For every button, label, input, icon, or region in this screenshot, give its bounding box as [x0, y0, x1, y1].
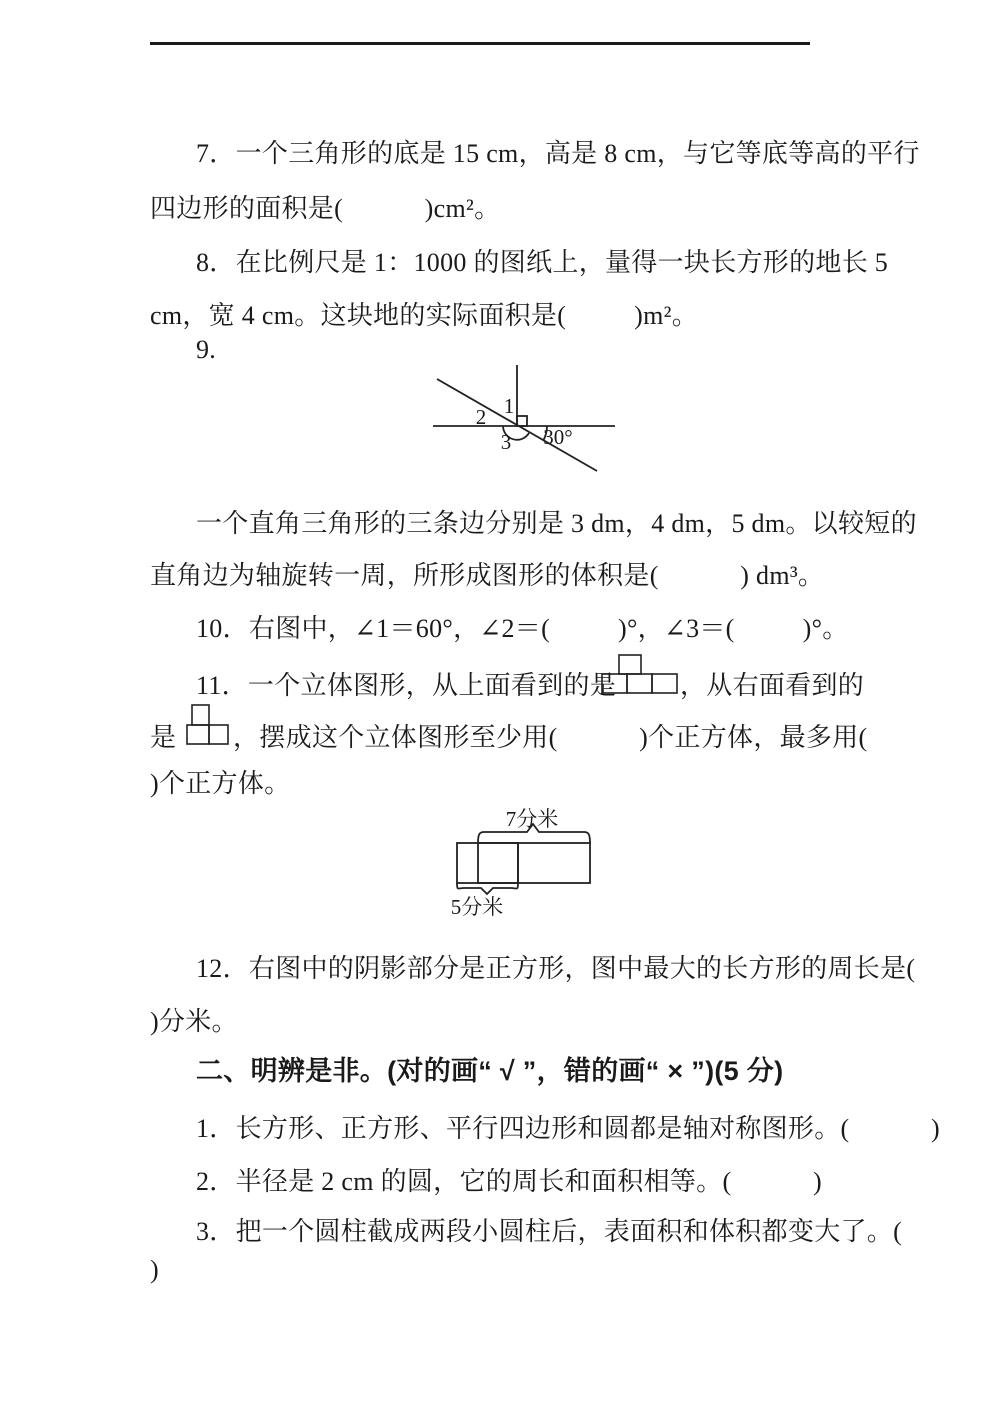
true-false-item-3-line-2: ) — [150, 1255, 159, 1284]
question-11-text-after-top-view: ，从右面看到的 — [680, 671, 865, 700]
question-7-line-2: 四边形的面积是( )cm²。 — [150, 194, 501, 223]
section-2-heading: 二、明辨是非。(对的画“ √ ”，错的画“ × ”)(5 分) — [196, 1056, 784, 1086]
angle-label-30: 30° — [543, 425, 573, 449]
top-view-cell — [602, 674, 627, 693]
question-9-line-2: 直角边为轴旋转一周，所形成图形的体积是( ) dm³。 — [150, 561, 825, 590]
right-angle-mark — [517, 416, 527, 426]
right-view-figure — [186, 704, 229, 745]
top-view-cell — [652, 674, 677, 693]
true-false-item-2: 2．半径是 2 cm 的圆，它的周长和面积相等。( ) — [196, 1167, 822, 1196]
question-11-text-before-top-view: 11．一个立体图形，从上面看到的是 — [196, 671, 617, 700]
right-view-cell — [187, 725, 209, 744]
top-view-cell — [627, 674, 652, 693]
angle-label-3: 3 — [500, 430, 512, 454]
true-false-item-1: 1．长方形、正方形、平行四边形和圆都是轴对称图形。( ) — [196, 1114, 941, 1143]
question-9-line-1: 一个直角三角形的三条边分别是 3 dm，4 dm，5 dm。以较短的 — [196, 509, 917, 538]
question-12-line-1: 12．右图中的阴影部分是正方形，图中最大的长方形的周长是( — [196, 954, 916, 983]
question-8-line-1: 8．在比例尺是 1：1000 的图纸上，量得一块长方形的地长 5 — [196, 248, 889, 277]
outer-rectangle — [457, 843, 590, 883]
right-view-cell — [209, 725, 228, 744]
overlap-rectangles-figure — [450, 805, 610, 920]
top-view-cell — [619, 655, 641, 674]
question-12-line-2: )分米。 — [150, 1007, 238, 1036]
question-10-line-1: 10．右图中，∠1＝60°，∠2＝( )°，∠3＝( )°。 — [196, 614, 849, 643]
shaded-square — [478, 843, 518, 883]
question-11-line-3: )个正方体。 — [150, 769, 291, 798]
question-9-number: 9. — [196, 335, 217, 364]
right-view-cell — [192, 705, 209, 725]
bottom-dimension-label: 5分米 — [450, 895, 504, 919]
bottom-brace — [457, 883, 518, 894]
top-view-figure — [601, 654, 679, 694]
angle-label-1: 1 — [503, 394, 515, 418]
top-dimension-label: 7分米 — [505, 807, 559, 831]
angle-figure — [425, 360, 625, 480]
question-7-line-1: 7．一个三角形的底是 15 cm，高是 8 cm，与它等底等高的平行 — [196, 139, 920, 168]
question-8-line-2: cm，宽 4 cm。这块地的实际面积是( )m²。 — [150, 301, 699, 330]
true-false-item-3-line-1: 3．把一个圆柱截成两段小圆柱后，表面积和体积都变大了。( — [196, 1217, 903, 1246]
question-11-text-after-right-view: ，摆成这个立体图形至少用( )个正方体，最多用( — [233, 723, 868, 752]
question-11-text-before-right-view: 是 — [150, 723, 177, 752]
top-divider-rule — [150, 42, 810, 45]
angle-label-2: 2 — [475, 405, 487, 429]
